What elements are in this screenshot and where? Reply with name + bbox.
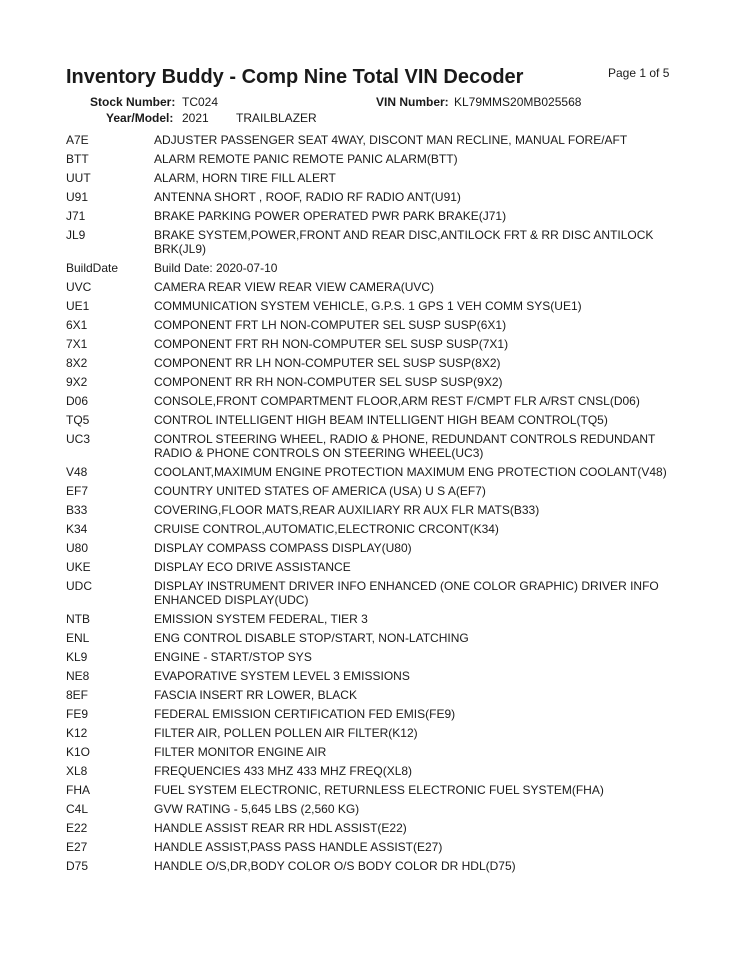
option-code: E22 bbox=[66, 821, 88, 835]
option-code: U80 bbox=[66, 541, 89, 555]
option-code: ENL bbox=[66, 631, 90, 645]
list-item bbox=[66, 133, 686, 147]
option-description: CAMERA REAR VIEW REAR VIEW CAMERA(UVC) bbox=[154, 280, 435, 294]
stock-number-label: Stock Number: bbox=[90, 95, 176, 109]
option-description: FILTER AIR, POLLEN POLLEN AIR FILTER(K12) bbox=[154, 726, 418, 740]
option-description: ANTENNA SHORT , ROOF, RADIO RF RADIO ANT(U91) bbox=[154, 190, 461, 204]
option-description: COMPONENT FRT RH NON-COMPUTER SEL SUSP SUSP(7X1) bbox=[154, 337, 509, 351]
option-description: COOLANT,MAXIMUM ENGINE PROTECTION MAXIMUM ENG PROTECTION COOLANT(V48) bbox=[154, 465, 667, 479]
option-code: 6X1 bbox=[66, 318, 88, 332]
option-description: BRAKE SYSTEM,POWER,FRONT AND REAR DISC,ANTILOCK FRT & RR DISC ANTILOCK BRK(JL9) bbox=[154, 228, 654, 256]
option-description: FEDERAL EMISSION CERTIFICATION FED EMIS(FE9) bbox=[154, 707, 456, 721]
option-description: FUEL SYSTEM ELECTRONIC, RETURNLESS ELECTRONIC FUEL SYSTEM(FHA) bbox=[154, 783, 604, 797]
option-code: NTB bbox=[66, 612, 90, 626]
option-description: CRUISE CONTROL,AUTOMATIC,ELECTRONIC CRCONT(K34) bbox=[154, 522, 499, 536]
option-code: FHA bbox=[66, 783, 90, 797]
list-item bbox=[66, 783, 686, 797]
option-code: NE8 bbox=[66, 669, 90, 683]
option-description: COMPONENT RR RH NON-COMPUTER SEL SUSP SUSP(9X2) bbox=[154, 375, 503, 389]
option-code: 7X1 bbox=[66, 337, 88, 351]
option-code: UKE bbox=[66, 560, 91, 574]
option-description: GVW RATING - 5,645 LBS (2,560 KG) bbox=[154, 802, 360, 816]
option-code: BTT bbox=[66, 152, 89, 166]
option-description: CONSOLE,FRONT COMPARTMENT FLOOR,ARM REST F/CMPT FLR A/RST CNSL(D06) bbox=[154, 394, 640, 408]
list-item bbox=[66, 465, 686, 479]
option-code: 9X2 bbox=[66, 375, 88, 389]
list-item bbox=[66, 318, 686, 332]
list-item bbox=[66, 560, 686, 574]
vin-number-label: VIN Number: bbox=[376, 95, 449, 109]
list-item bbox=[66, 171, 686, 185]
option-code: FE9 bbox=[66, 707, 89, 721]
option-code: C4L bbox=[66, 802, 89, 816]
option-description: ALARM REMOTE PANIC REMOTE PANIC ALARM(BTT) bbox=[154, 152, 458, 166]
list-item bbox=[66, 631, 686, 645]
list-item bbox=[66, 650, 686, 664]
list-item bbox=[66, 802, 686, 816]
list-item bbox=[66, 764, 686, 778]
stock-number-value: TC024 bbox=[182, 95, 219, 109]
list-item bbox=[66, 413, 686, 427]
list-item bbox=[66, 261, 686, 275]
option-code: E27 bbox=[66, 840, 88, 854]
option-code: UVC bbox=[66, 280, 92, 294]
year-value: 2021 bbox=[182, 111, 209, 125]
list-item bbox=[66, 375, 686, 389]
option-code: TQ5 bbox=[66, 413, 90, 427]
option-description: HANDLE ASSIST REAR RR HDL ASSIST(E22) bbox=[154, 821, 407, 835]
option-code: UC3 bbox=[66, 432, 91, 446]
list-item bbox=[66, 337, 686, 351]
option-code: 8X2 bbox=[66, 356, 88, 370]
option-code: V48 bbox=[66, 465, 88, 479]
option-description: DISPLAY COMPASS COMPASS DISPLAY(U80) bbox=[154, 541, 412, 555]
option-code-list bbox=[66, 133, 686, 878]
option-description: COVERING,FLOOR MATS,REAR AUXILIARY RR AUX FLR MATS(B33) bbox=[154, 503, 540, 517]
option-code: U91 bbox=[66, 190, 89, 204]
list-item bbox=[66, 579, 686, 607]
option-description: COMMUNICATION SYSTEM VEHICLE, G.P.S. 1 GPS 1 VEH COMM SYS(UE1) bbox=[154, 299, 582, 313]
option-description: ENG CONTROL DISABLE STOP/START, NON-LATCHING bbox=[154, 631, 469, 645]
option-description: COMPONENT FRT LH NON-COMPUTER SEL SUSP SUSP(6X1) bbox=[154, 318, 507, 332]
option-description: FASCIA INSERT RR LOWER, BLACK bbox=[154, 688, 357, 702]
option-description: FREQUENCIES 433 MHZ 433 MHZ FREQ(XL8) bbox=[154, 764, 413, 778]
option-code: EF7 bbox=[66, 484, 89, 498]
list-item bbox=[66, 726, 686, 740]
model-value: TRAILBLAZER bbox=[236, 111, 317, 125]
option-description: CONTROL INTELLIGENT HIGH BEAM INTELLIGENT HIGH BEAM CONTROL(TQ5) bbox=[154, 413, 608, 427]
option-code: KL9 bbox=[66, 650, 88, 664]
option-code: 8EF bbox=[66, 688, 89, 702]
option-description: DISPLAY ECO DRIVE ASSISTANCE bbox=[154, 560, 351, 574]
option-code: K34 bbox=[66, 522, 88, 536]
option-description: ENGINE - START/STOP SYS bbox=[154, 650, 312, 664]
list-item bbox=[66, 859, 686, 873]
list-item bbox=[66, 299, 686, 313]
page-title: Inventory Buddy - Comp Nine Total VIN Decoder bbox=[66, 66, 524, 88]
option-code: K1O bbox=[66, 745, 91, 759]
option-code: J71 bbox=[66, 209, 86, 223]
option-description: ALARM, HORN TIRE FILL ALERT bbox=[154, 171, 336, 185]
option-code: UE1 bbox=[66, 299, 90, 313]
list-item bbox=[66, 688, 686, 702]
option-description: CONTROL STEERING WHEEL, RADIO & PHONE, REDUNDANT CONTROLS REDUNDANT RADIO & PHONE CONTROLS ON STEERING WHEEL(UC3) bbox=[154, 432, 656, 460]
option-description: EVAPORATIVE SYSTEM LEVEL 3 EMISSIONS bbox=[154, 669, 410, 683]
option-description: EMISSION SYSTEM FEDERAL, TIER 3 bbox=[154, 612, 368, 626]
option-code: A7E bbox=[66, 133, 89, 147]
option-description: COUNTRY UNITED STATES OF AMERICA (USA) U S A(EF7) bbox=[154, 484, 486, 498]
option-description: DISPLAY INSTRUMENT DRIVER INFO ENHANCED (ONE COLOR GRAPHIC) DRIVER INFO ENHANCED DISPLAY(UDC) bbox=[154, 579, 659, 607]
option-description: HANDLE O/S,DR,BODY COLOR O/S BODY COLOR DR HDL(D75) bbox=[154, 859, 516, 873]
list-item bbox=[66, 190, 686, 204]
list-item bbox=[66, 280, 686, 294]
list-item bbox=[66, 612, 686, 626]
list-item bbox=[66, 209, 686, 223]
list-item bbox=[66, 503, 686, 517]
list-item bbox=[66, 484, 686, 498]
list-item bbox=[66, 821, 686, 835]
option-code: B33 bbox=[66, 503, 88, 517]
option-description: BRAKE PARKING POWER OPERATED PWR PARK BRAKE(J71) bbox=[154, 209, 507, 223]
option-code: D06 bbox=[66, 394, 89, 408]
vin-number-value: KL79MMS20MB025568 bbox=[454, 95, 582, 109]
list-item bbox=[66, 152, 686, 166]
option-description: HANDLE ASSIST,PASS PASS HANDLE ASSIST(E27) bbox=[154, 840, 443, 854]
list-item bbox=[66, 840, 686, 854]
list-item bbox=[66, 432, 686, 460]
option-code: BuildDate bbox=[66, 261, 119, 275]
list-item bbox=[66, 394, 686, 408]
list-item bbox=[66, 228, 686, 256]
option-code: JL9 bbox=[66, 228, 86, 242]
option-code: D75 bbox=[66, 859, 89, 873]
option-code: XL8 bbox=[66, 764, 88, 778]
page-number: Page 1 of 5 bbox=[608, 66, 670, 80]
option-description: ADJUSTER PASSENGER SEAT 4WAY, DISCONT MAN RECLINE, MANUAL FORE/AFT bbox=[154, 133, 628, 147]
list-item bbox=[66, 669, 686, 683]
list-item bbox=[66, 707, 686, 721]
list-item bbox=[66, 745, 686, 759]
option-description: COMPONENT RR LH NON-COMPUTER SEL SUSP SUSP(8X2) bbox=[154, 356, 501, 370]
option-description: FILTER MONITOR ENGINE AIR bbox=[154, 745, 327, 759]
list-item bbox=[66, 522, 686, 536]
list-item bbox=[66, 356, 686, 370]
option-code: K12 bbox=[66, 726, 88, 740]
year-model-label: Year/Model: bbox=[106, 111, 174, 125]
list-item bbox=[66, 541, 686, 555]
option-code: UUT bbox=[66, 171, 91, 185]
option-code: UDC bbox=[66, 579, 92, 593]
option-description: Build Date: 2020-07-10 bbox=[154, 261, 278, 275]
